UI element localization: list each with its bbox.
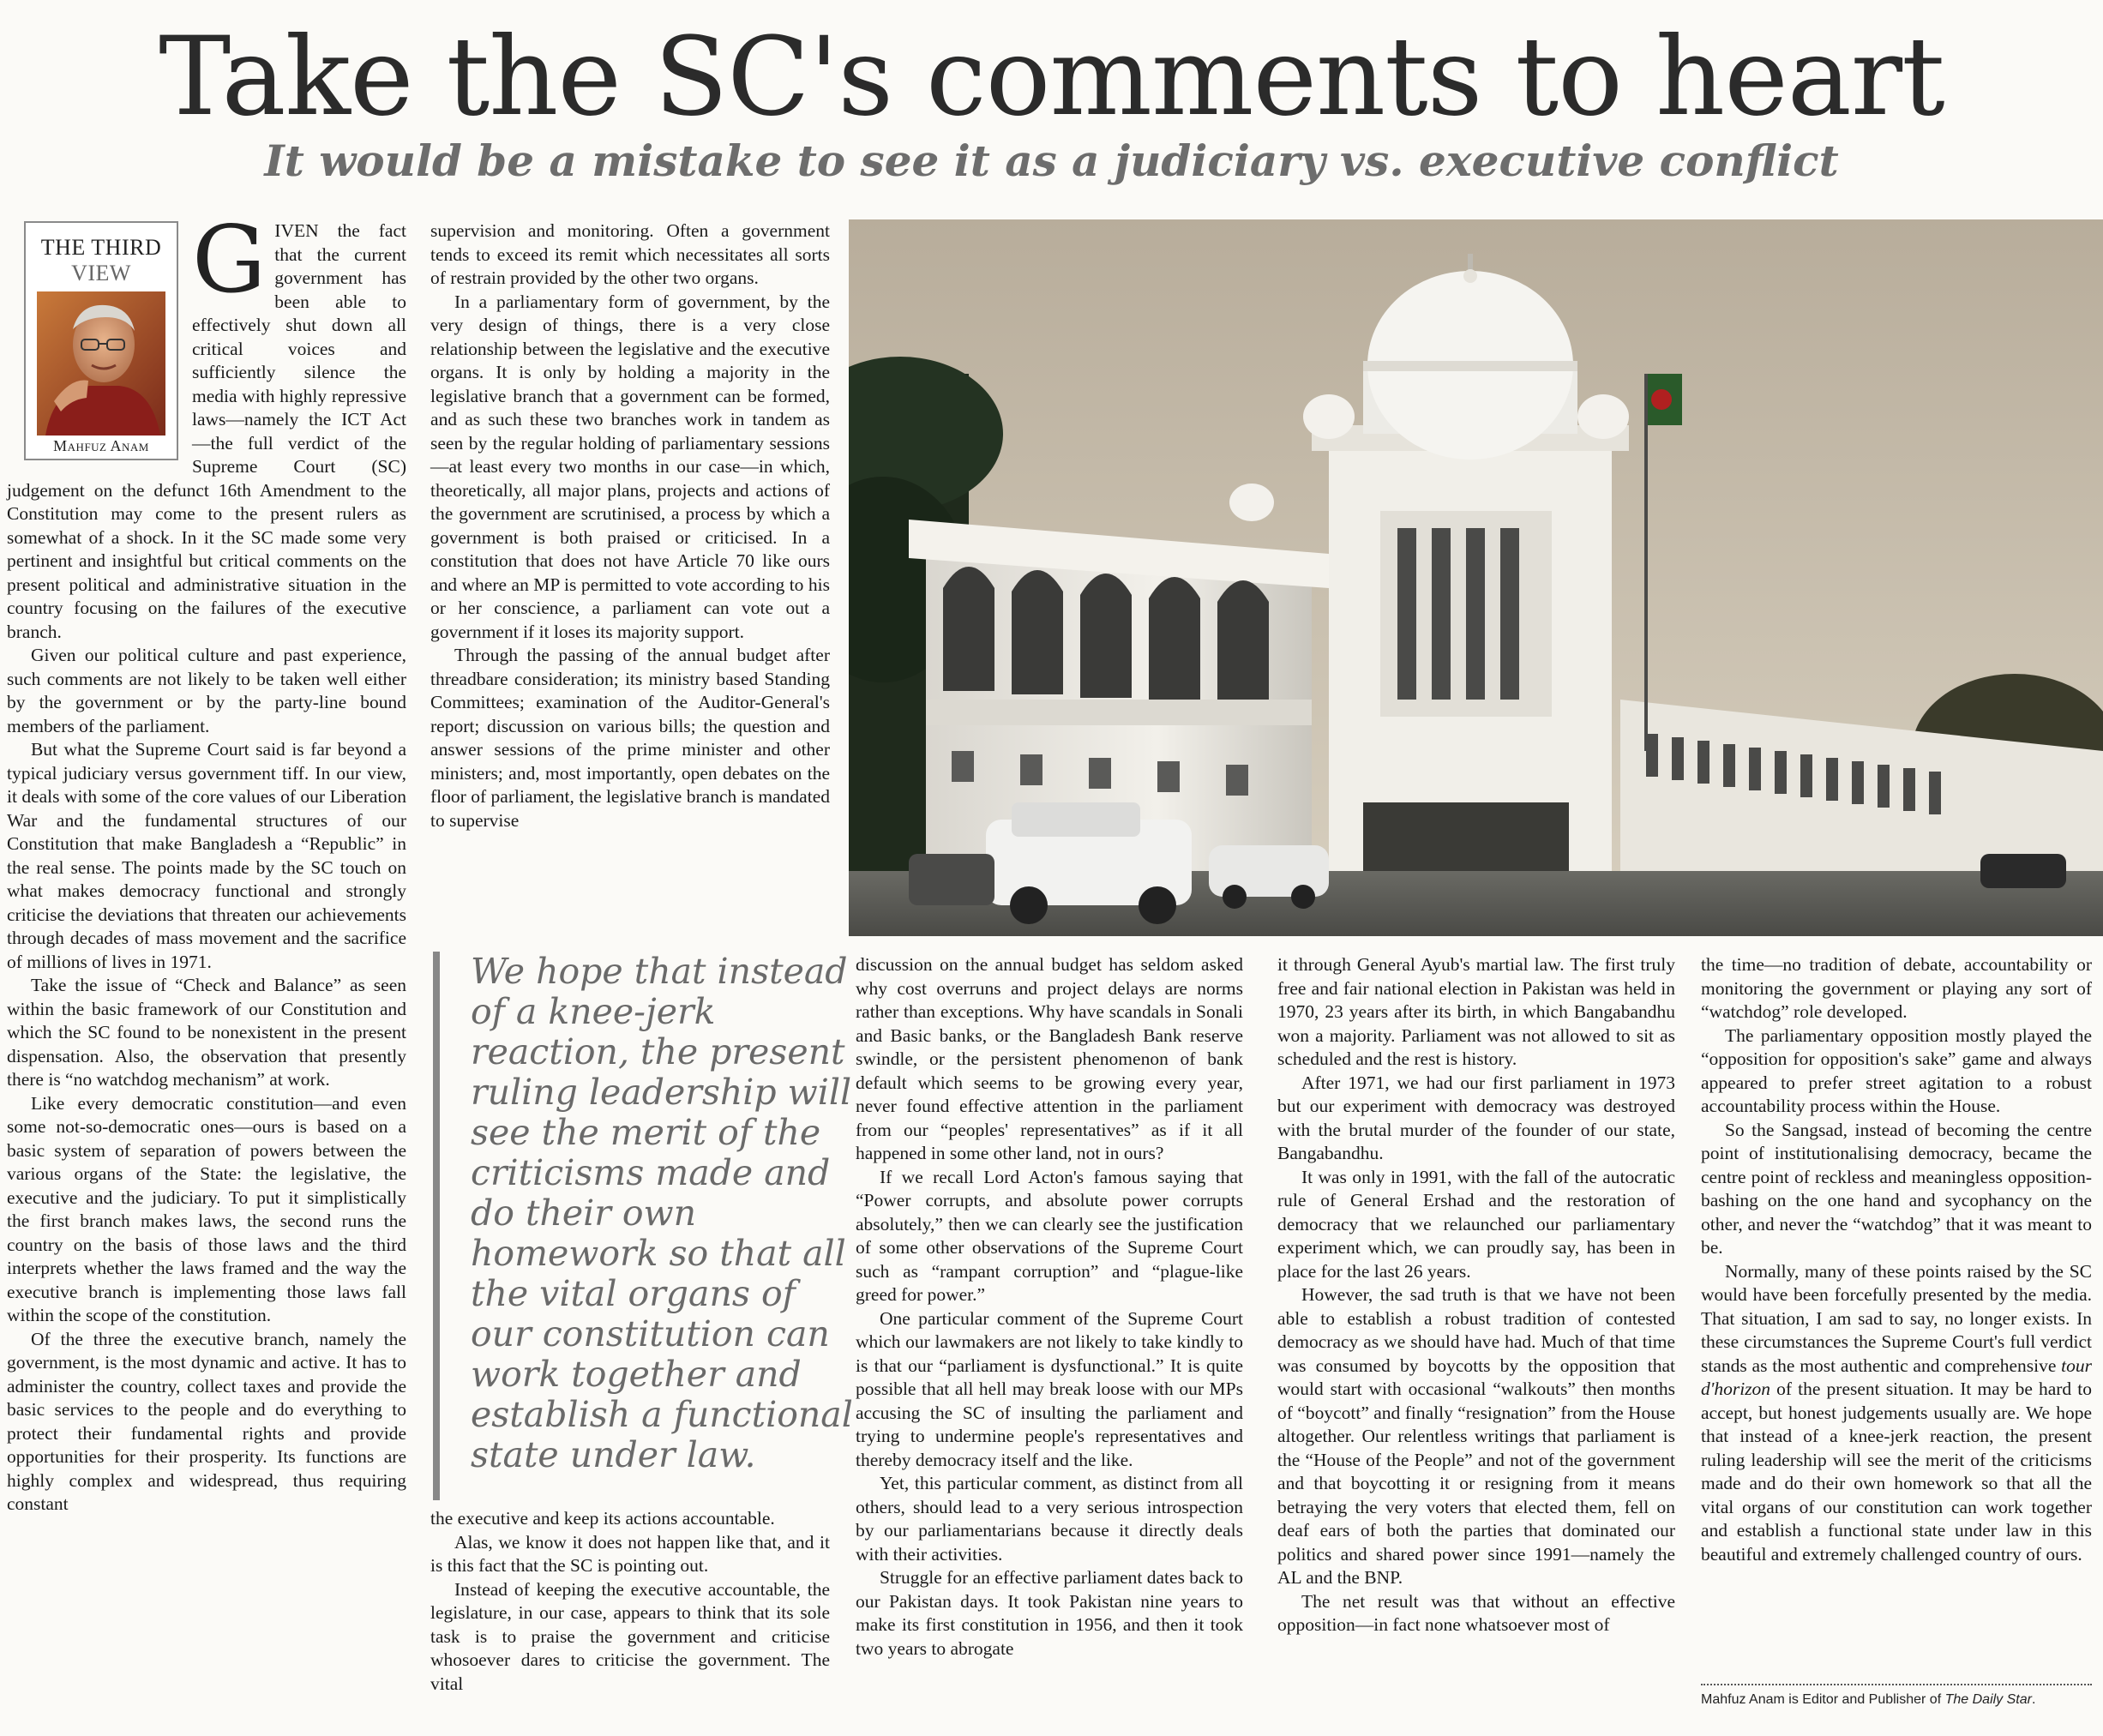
paragraph-text: IVEN the fact that the current government has been able to effectively shut down all critical voices and sufficiently silence the media with highly repressive laws—namely the ICT Act—the full verdict of the Supreme Court (SC) judgement on the defunct 16th Amendment to the Constitution may come to the present rulers as somewhat of a shock. In it the SC made some very pertinent and insightful but critical comments on the present political and administrative situation in the country focusing on the failures of the executive branch.	[7, 220, 406, 642]
drop-cap: G	[192, 207, 267, 314]
article-column-1	[7, 207, 406, 1517]
footnote-end: .	[2031, 1692, 2036, 1707]
paragraph: In a parliamentary form of government, by the very design of things, there is a very close relationship between the legislative and the executive organs. It is only by holding a majority in the legislative branch that a government can be formed, and as such these two branches work in tandem as seen by the regular holding of parliamentary sessions—at least every two months in our case—in which, theoretically, all major plans, projects and actions of the government are scrutinised, a process by which a government is both praised or criticised. In a constitution that does not have Article 70 like ours and where an MP is permitted to vote according to his or her conscience, a parliament can vote out a government if it loses its majority support.	[430, 291, 830, 642]
article-column-5	[1701, 953, 2092, 1566]
paragraph: Through the passing of the annual budget after threadbare consideration; its ministry based Standing Committees; examination of the Auditor-General's report; discussion on various bills; the question and answer sessions of the prime minister and other ministers; and, most importantly, open debates on the floor of parliament, the legislative branch is mandated to supervise	[430, 645, 830, 831]
footnote-text: Mahfuz Anam is Editor and Publisher of	[1701, 1692, 1945, 1707]
italic-phrase: tour d'horizon	[1701, 1355, 2092, 1399]
article-column-4	[1277, 953, 1675, 1637]
article-column-2-top	[430, 219, 830, 832]
paragraph: One particular comment of the Supreme Court which our lawmakers are not likely to take kindly to is that our “parliament is dysfunctional.” It is quite possible that all hell may break loose with our MPs accusing the SC of insulting the parliament and trying to undermine people's representatives and thereby democracy itself and the like.	[856, 1307, 1243, 1470]
paragraph: the time—no tradition of debate, accountability or monitoring the government or playing any sort of “watchdog” role developed.	[1701, 954, 2092, 1022]
paragraph: Like every democratic constitution—and even some not-so-democratic ones—ours is based on a basic system of separation of powers between the various organs of the State: the legislative, the executive and the judiciary. To put it simplistically the first branch makes laws, the second runs the country on the basis of those laws and the third interprets whether the laws framed and the way the executive branch is implementing those laws fall within the scope of the constitution.	[7, 1092, 406, 1325]
article-column-3	[856, 953, 1243, 1661]
paragraph: it through General Ayub's martial law. The first truly free and fair national election in Pakistan was held in 1970, 23 years after its birth, in which Bangabandhu won a majority. Parliament was not allowed to sit as scheduled and the rest is history.	[1277, 954, 1675, 1069]
subheadline: It would be a mistake to see it as a judiciary vs. executive conflict	[264, 135, 1839, 186]
headline: Take the SC's comments to heart	[159, 14, 1944, 140]
paragraph: If we recall Lord Acton's famous saying that “Power corrupts, and absolute power corrupts absolutely,” then we can clearly see the justification of some other observations of the Supreme Court such as “rampant corruption” and “plague-like greed for power.”	[856, 1166, 1243, 1305]
pull-quote: We hope that instead of a knee-jerk reaction, the present ruling leadership will see the merit of the criticisms made and do their own homework so that all the vital organs of our constitution can work together and establish a functional state under law.	[433, 952, 865, 1500]
column-title-line2: VIEW	[71, 261, 131, 285]
paragraph: So the Sangsad, instead of becoming the centre point of institutionalising democracy, became the centre point of reckless and meaningless opposition-bashing on the one hand and sycophancy on the other, and never the “watchdog” that it was meant to be.	[1701, 1119, 2092, 1258]
paragraph: The parliamentary opposition mostly played the “opposition for opposition's sake” game and always appeared to prefer street agitation to a robust accountability process within the House.	[1701, 1024, 2092, 1116]
paragraph: Given our political culture and past experience, such comments are not likely to be taken well either by the government or by the party-line bound members of the parliament.	[7, 645, 406, 736]
paragraph: Take the issue of “Check and Balance” as seen within the basic framework of our Constitution and which the SC found to be nonexistent in the present dispensation. Also, the observation that presently there is “no watchdog mechanism” at work.	[7, 975, 406, 1090]
paragraph: Yet, this particular comment, as distinct from all others, should lead to a very serious introspection by our parliamentarians because it directly deals with their activities.	[856, 1473, 1243, 1565]
paragraph-text: Normally, many of these points raised by the SC would have been forcefully presented by the media. That situation, I am sad to say, no longer exists. In these circumstances the Supreme Court's full verdict stands as the most authentic and comprehensive	[1701, 1260, 2092, 1376]
column-title-line1: THE THIRD	[40, 235, 162, 260]
paragraph: It was only in 1991, with the fall of the autocratic rule of General Ershad and the restoration of democracy that we relaunched our parliamentary experiment which, we can proudly say, has been in place for the last 26 years.	[1277, 1166, 1675, 1282]
paragraph: Struggle for an effective parliament dates back to our Pakistan days. It took Pakistan nine years to make its first constitution in 1956, and then it took two years to abrogate	[856, 1567, 1243, 1659]
supreme-court-photo	[849, 219, 2103, 936]
byline-spacer	[7, 219, 192, 461]
paragraph: the executive and keep its actions accountable.	[430, 1508, 775, 1529]
author-footnote	[1701, 1684, 2092, 1708]
paragraph: However, the sad truth is that we have not been able to establish a robust tradition of contested democracy as we should have had. Much of that time was consumed by boycotts by the opposition that would start with occasional “walkouts” then months of “boycott” and finally “resignation” from the House altogether. Our relentless writings that parliament is the “House of the People” and not of the government and that boycotting it or resigning from it means betraying the very voters that elected them, fell on deaf ears of both the parties that dominated our politics and shared power since 1991—namely the AL and the BNP.	[1277, 1284, 1675, 1588]
paragraph: Of the three the executive branch, namely the government, is the most dynamic and active. It has to administer the country, collect taxes and provide the basic services to the people and do everything to protect their fundamental rights and provide opportunities for their prosperity. Its functions are highly complex and widespread, thus requiring constant	[7, 1328, 406, 1514]
paragraph: supervision and monitoring. Often a government tends to exceed its remit which necessitates all sorts of restrain provided by the other two organs.	[430, 220, 830, 288]
paragraph: discussion on the annual budget has seldom asked why cost overruns and project delays are norms rather than exceptions. Why have scandals in Sonali and Basic banks, or the Bangladesh Bank reserve swindle, or the persistent phenomenon of bank default which seems to be growing every year, never found effective attention in the parliament from our “peoples' representatives” as if it all happened in some other land, not in ours?	[856, 954, 1243, 1163]
paragraph: But what the Supreme Court said is far beyond a typical judiciary versus government tiff. In our view, it deals with some of the core values of our Liberation War and the fundamental structures of our Constitution that make Bangladesh a “Republic” in the real sense. The points made by the SC touch on what makes democracy functional and strongly criticise the deviations that threaten our achievements through decades of mass movement and the sacrifice of millions of lives in 1971.	[7, 739, 406, 972]
author-name: Mahfuz Anam	[53, 437, 149, 454]
paragraph	[1701, 1260, 2092, 1567]
paragraph: Instead of keeping the executive accountable, the legislature, in our case, appears to think that its sole task is to praise the government and criticise whosoever dares to criticise the government. The vital	[430, 1578, 830, 1694]
paragraph: After 1971, we had our first parliament in 1973 but our experiment with democracy was destroyed with the brutal murder of the founder of our state, Bangabandhu.	[1277, 1072, 1675, 1163]
paragraph: Alas, we know it does not happen like that, and it is this fact that the SC is pointing out.	[430, 1531, 830, 1576]
article-column-2-bottom	[430, 1507, 830, 1696]
newspaper-name: The Daily Star	[1944, 1692, 2032, 1707]
paragraph: The net result was that without an effective opposition—in fact none whatsoever most of	[1277, 1590, 1675, 1635]
paragraph-text: of the present situation. It may be hard to accept, but honest judgements usually are. We hope that instead of a knee-jerk reaction, the present ruling leadership will see the merit of the criticisms made and do their own homework so that all the vital organs of our constitution can work together and establish a functional state under law in this beautiful and extremely challenged country of ours.	[1701, 1379, 2092, 1565]
